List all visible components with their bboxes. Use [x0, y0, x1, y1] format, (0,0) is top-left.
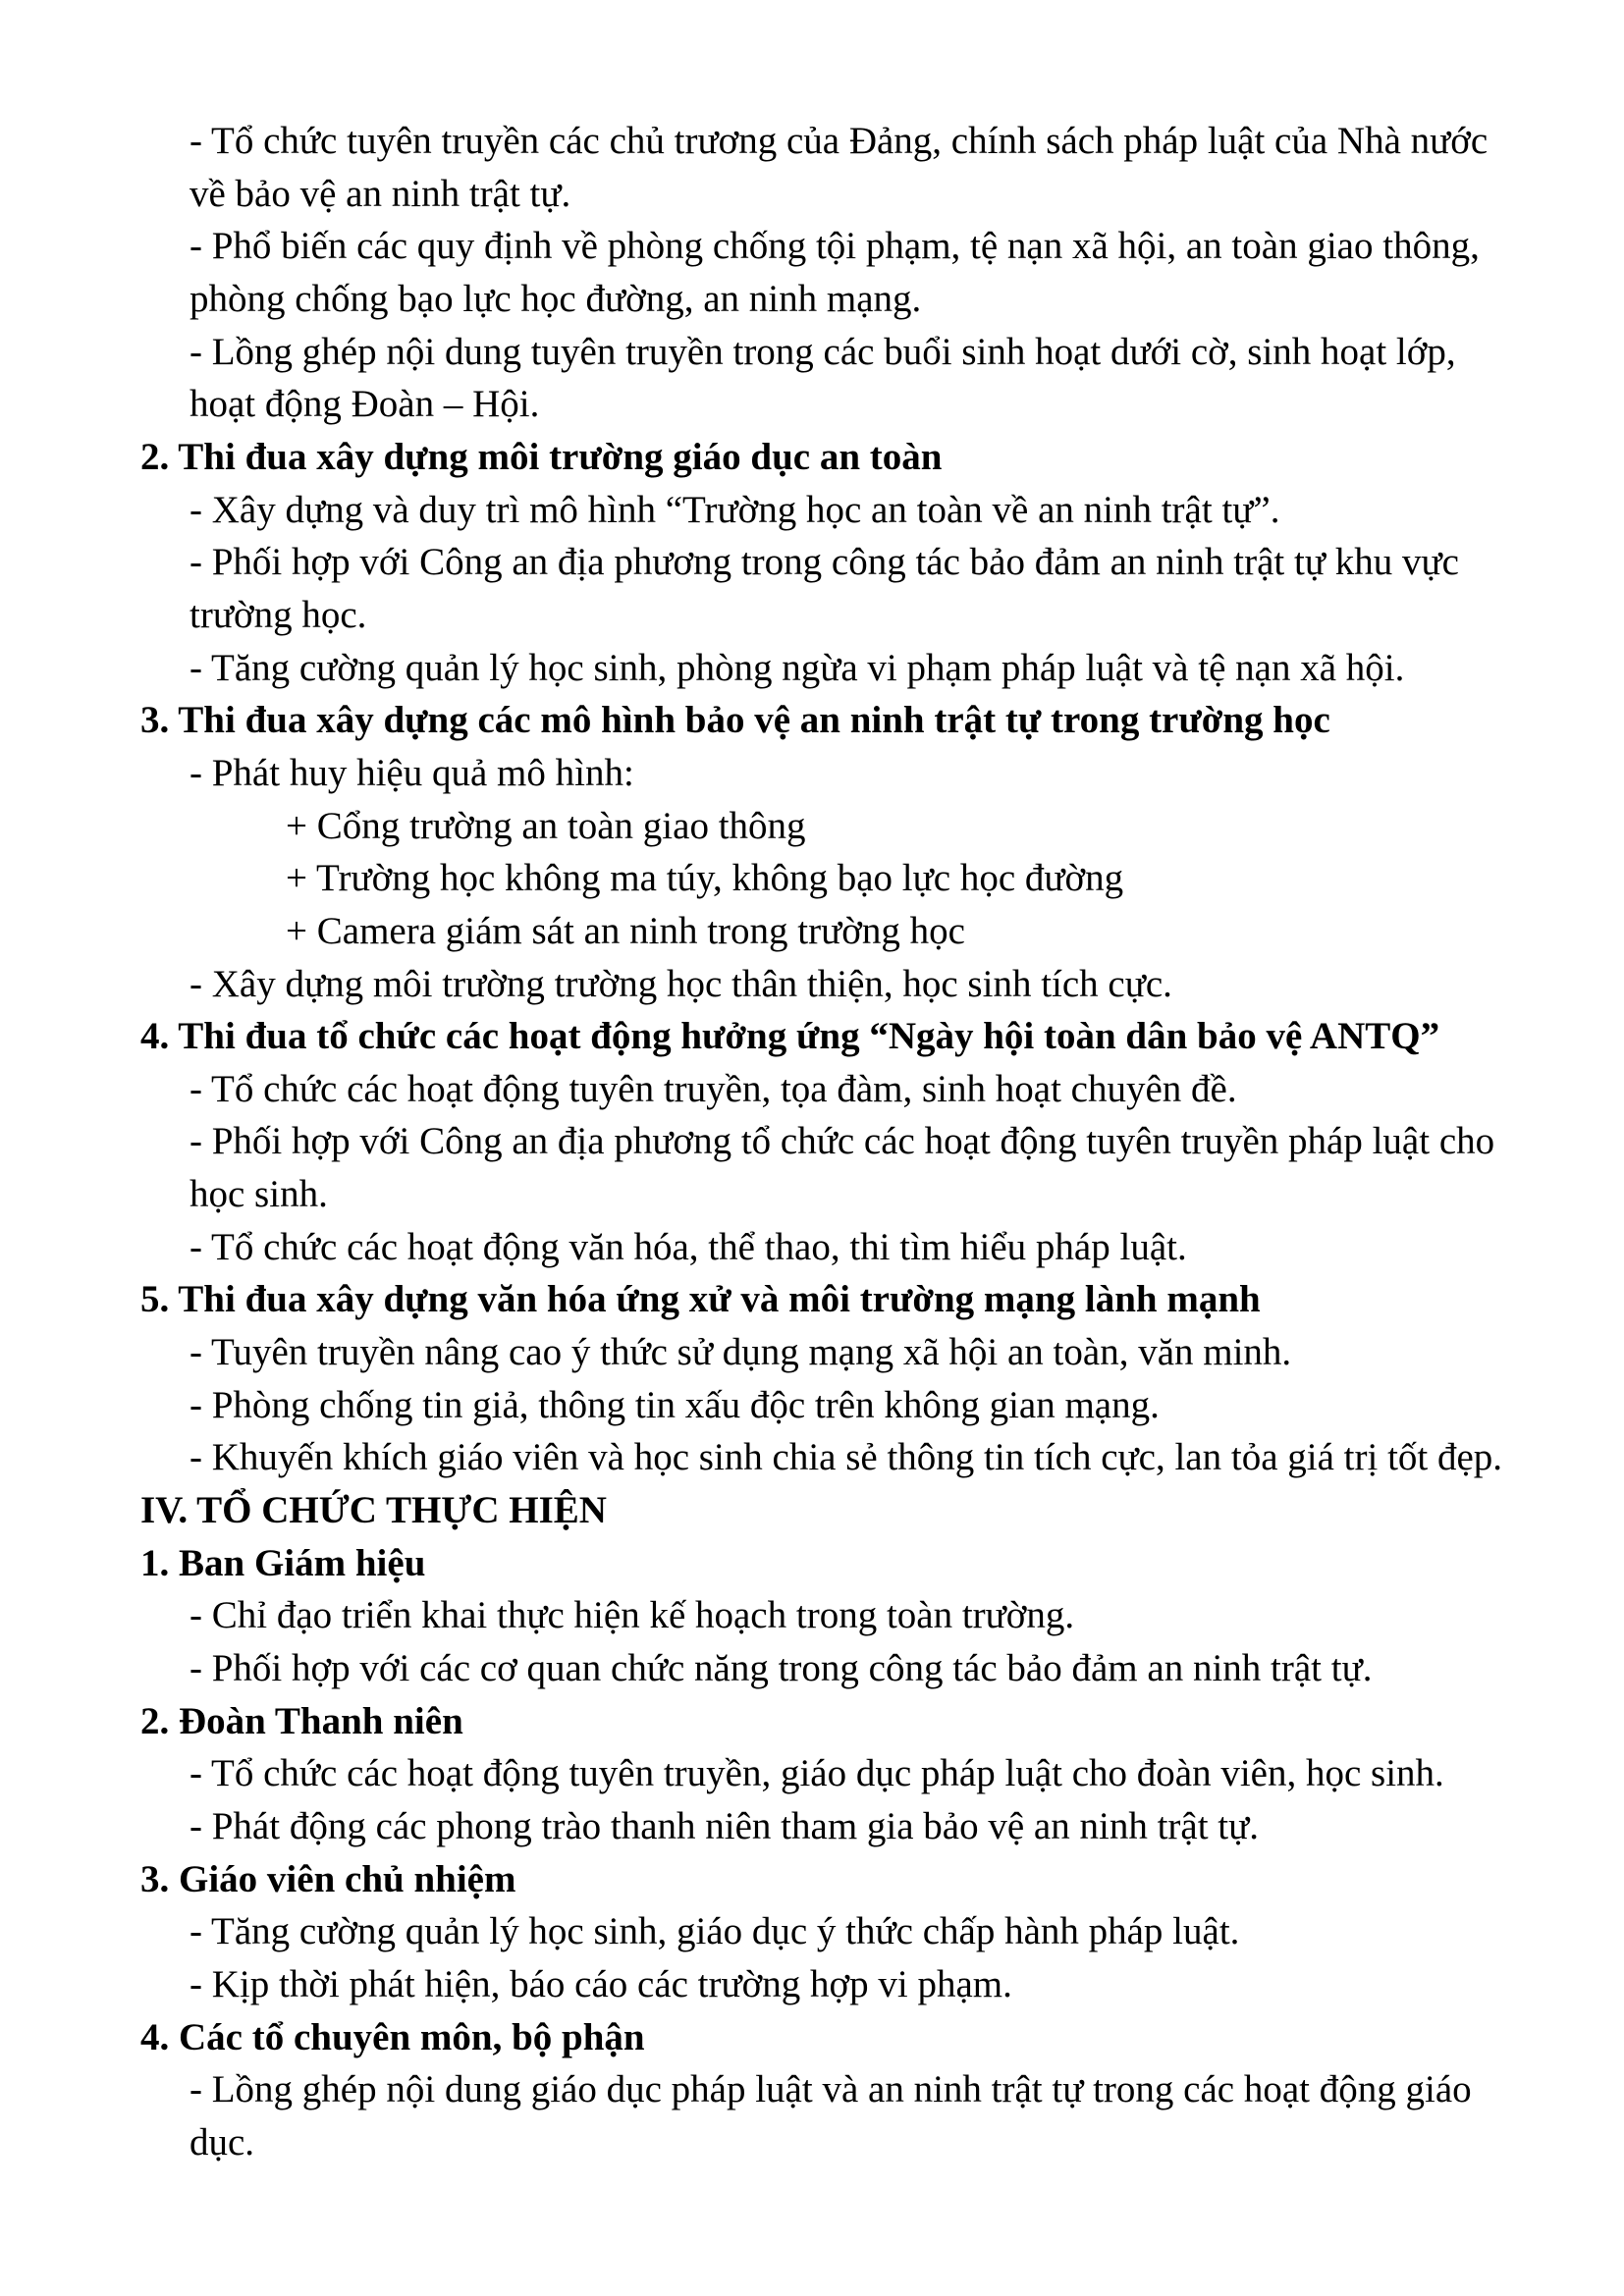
paragraph-line: - Tổ chức các hoạt động tuyên truyền, giáo dục pháp luật cho đoàn viên, học sinh. [189, 1752, 1444, 1795]
paragraph-line: hoạt động Đoàn – Hội. [189, 383, 540, 426]
paragraph-line: - Phòng chống tin giả, thông tin xấu độc trên không gian mạng. [189, 1383, 1160, 1426]
sub-list-line: + Cổng trường an toàn giao thông [286, 804, 806, 847]
section-heading: 4. Các tổ chuyên môn, bộ phận [140, 2015, 645, 2058]
sub-list-line: + Trường học không ma túy, không bạo lực học đường [286, 857, 1124, 900]
paragraph-line: - Tăng cường quản lý học sinh, giáo dục ý thức chấp hành pháp luật. [189, 1910, 1240, 1953]
paragraph-line: - Xây dựng và duy trì mô hình “Trường học an toàn về an ninh trật tự”. [189, 488, 1280, 531]
section-heading: 1. Ban Giám hiệu [140, 1541, 426, 1584]
section-heading: IV. TỔ CHỨC THỰC HIỆN [140, 1489, 607, 1532]
paragraph-line: - Lồng ghép nội dung tuyên truyền trong các buổi sinh hoạt dưới cờ, sinh hoạt lớp, [189, 330, 1456, 373]
paragraph-line: - Phối hợp với các cơ quan chức năng trong công tác bảo đảm an ninh trật tự. [189, 1647, 1373, 1690]
paragraph-line: dục. [189, 2120, 255, 2163]
paragraph-line: - Phối hợp với Công an địa phương trong công tác bảo đảm an ninh trật tự khu vực [189, 541, 1459, 584]
paragraph-line: về bảo vệ an ninh trật tự. [189, 172, 571, 215]
section-heading: 5. Thi đua xây dựng văn hóa ứng xử và môi trường mạng lành mạnh [140, 1278, 1261, 1321]
paragraph-line: - Kịp thời phát hiện, báo cáo các trường hợp vi phạm. [189, 1962, 1012, 2005]
paragraph-line: học sinh. [189, 1173, 328, 1216]
paragraph-line: - Chỉ đạo triển khai thực hiện kế hoạch trong toàn trường. [189, 1594, 1075, 1637]
paragraph-line: - Phối hợp với Công an địa phương tổ chức các hoạt động tuyên truyền pháp luật cho [189, 1120, 1495, 1163]
paragraph-line: - Phát huy hiệu quả mô hình: [189, 751, 634, 794]
paragraph-line: phòng chống bạo lực học đường, an ninh mạng. [189, 277, 922, 320]
section-heading: 2. Đoàn Thanh niên [140, 1699, 463, 1742]
paragraph-line: - Tăng cường quản lý học sinh, phòng ngừa vi phạm pháp luật và tệ nạn xã hội. [189, 646, 1405, 689]
paragraph-line: - Tổ chức tuyên truyền các chủ trương của Đảng, chính sách pháp luật của Nhà nước [189, 120, 1489, 162]
paragraph-line: - Lồng ghép nội dung giáo dục pháp luật và an ninh trật tự trong các hoạt động giáo [189, 2068, 1472, 2111]
section-heading: 2. Thi đua xây dựng môi trường giáo dục an toàn [140, 435, 943, 478]
paragraph-line: - Khuyến khích giáo viên và học sinh chia sẻ thông tin tích cực, lan tỏa giá trị tốt đẹp. [189, 1436, 1503, 1479]
section-heading: 4. Thi đua tổ chức các hoạt động hưởng ứng “Ngày hội toàn dân bảo vệ ANTQ” [140, 1015, 1440, 1058]
paragraph-line: - Tổ chức các hoạt động tuyên truyền, tọa đàm, sinh hoạt chuyên đề. [189, 1067, 1237, 1110]
document-body [140, 115, 1503, 2169]
paragraph-line: - Phát động các phong trào thanh niên tham gia bảo vệ an ninh trật tự. [189, 1805, 1260, 1847]
paragraph-line: trường học. [189, 593, 367, 636]
paragraph-line: - Tuyên truyền nâng cao ý thức sử dụng mạng xã hội an toàn, văn minh. [189, 1331, 1292, 1374]
paragraph-line: - Tổ chức các hoạt động văn hóa, thể thao, thi tìm hiểu pháp luật. [189, 1225, 1187, 1268]
paragraph-line: - Phổ biến các quy định về phòng chống tội phạm, tệ nạn xã hội, an toàn giao thông, [189, 225, 1480, 268]
section-heading: 3. Giáo viên chủ nhiệm [140, 1857, 516, 1900]
paragraph-line: - Xây dựng môi trường trường học thân thiện, học sinh tích cực. [189, 962, 1172, 1005]
section-heading: 3. Thi đua xây dựng các mô hình bảo vệ an ninh trật tự trong trường học [140, 699, 1330, 742]
sub-list-line: + Camera giám sát an ninh trong trường học [286, 909, 965, 952]
